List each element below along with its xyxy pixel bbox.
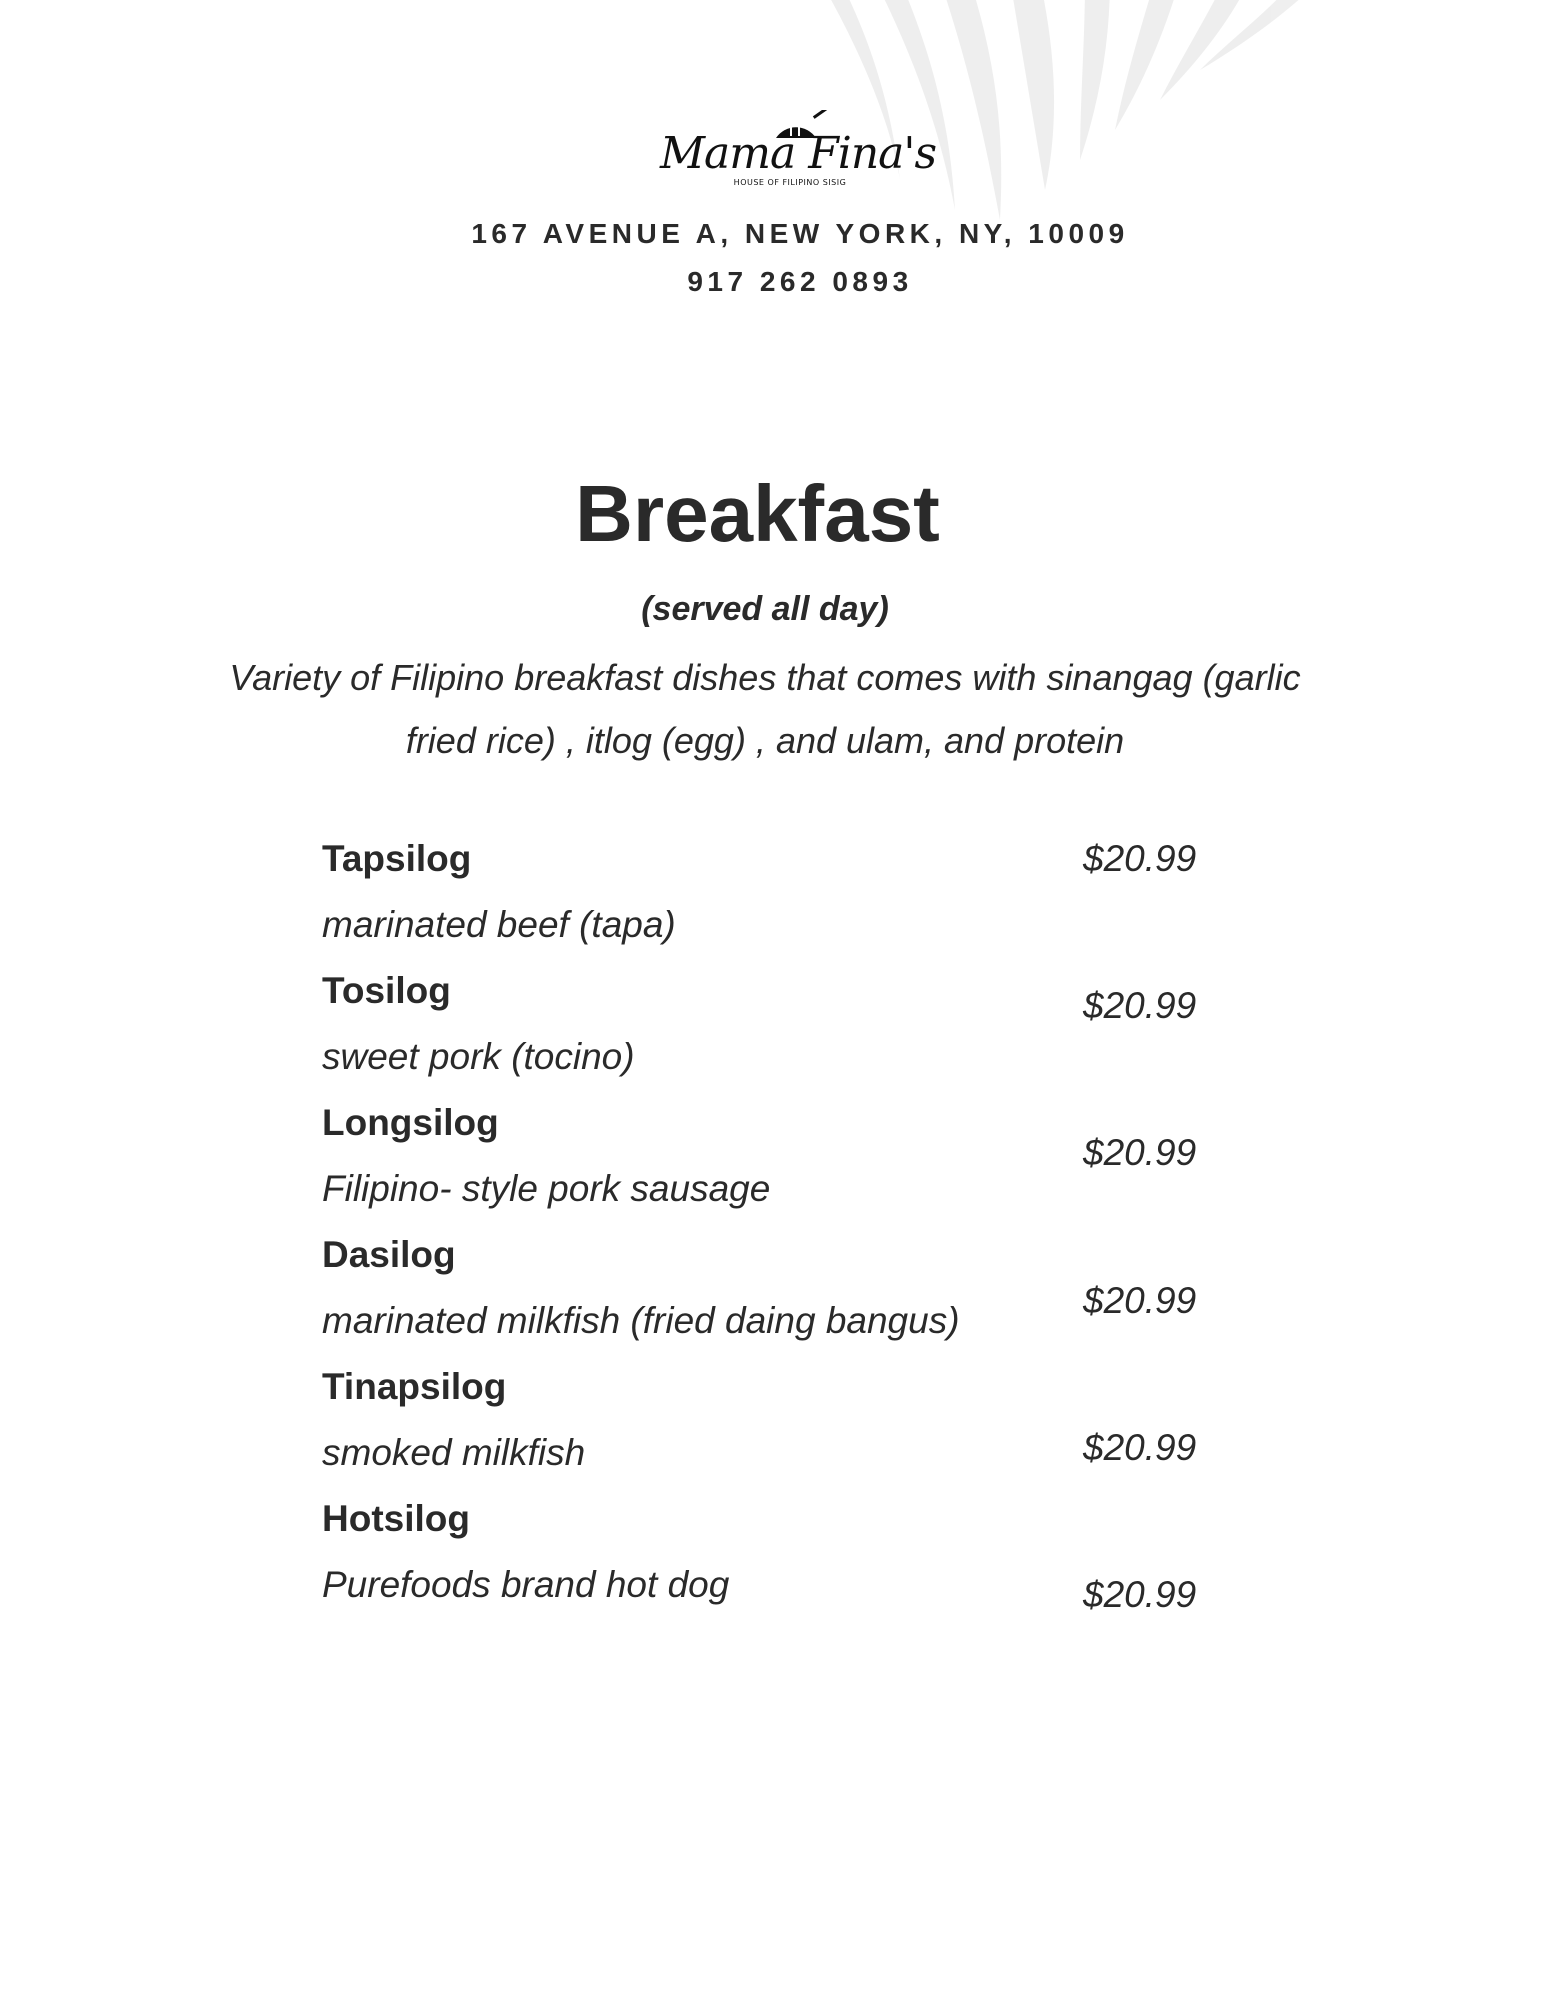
menu-section-subtitle: (served all day): [641, 590, 889, 628]
menu-item-name: Longsilog: [322, 1102, 499, 1143]
restaurant-address: 167 AVENUE A, NEW YORK, NY, 10009: [471, 218, 1129, 249]
menu-item-description: Purefoods brand hot dog: [322, 1564, 730, 1605]
menu-item-price: $20.99: [1083, 1427, 1197, 1468]
menu-item-name: Tinapsilog: [322, 1366, 507, 1407]
menu-item-price: $20.99: [1083, 985, 1197, 1026]
restaurant-logo: [660, 108, 937, 198]
menu-item-description: smoked milkfish: [322, 1432, 586, 1473]
logo-tagline: HOUSE OF FILIPINO SISIG: [733, 178, 847, 187]
menu-item-description: sweet pork (tocino): [322, 1036, 635, 1077]
menu-section-title: Breakfast: [575, 469, 940, 558]
menu-item-name: Hotsilog: [322, 1498, 470, 1539]
menu-item-description: Filipino- style pork sausage: [322, 1168, 771, 1209]
menu-item-price: $20.99: [1083, 1574, 1197, 1615]
menu-item-description: marinated beef (tapa): [322, 904, 676, 945]
menu-item-price: $20.99: [1083, 1280, 1197, 1321]
menu-item-price: $20.99: [1083, 1132, 1197, 1173]
restaurant-phone: 917 262 0893: [687, 266, 913, 297]
menu-section-intro: Variety of Filipino breakfast dishes that comes with sinangag (garlic fried rice) , itlog (egg) , and ulam, and protein: [229, 657, 1301, 761]
logo-wordmark: Mama Fina's: [660, 128, 937, 179]
menu-item-price: $20.99: [1083, 838, 1197, 879]
menu-item-name: Tapsilog: [322, 838, 472, 879]
menu-item-description: marinated milkfish (fried daing bangus): [322, 1300, 960, 1341]
menu-item-name: Dasilog: [322, 1234, 456, 1275]
menu-item-name: Tosilog: [322, 970, 451, 1011]
